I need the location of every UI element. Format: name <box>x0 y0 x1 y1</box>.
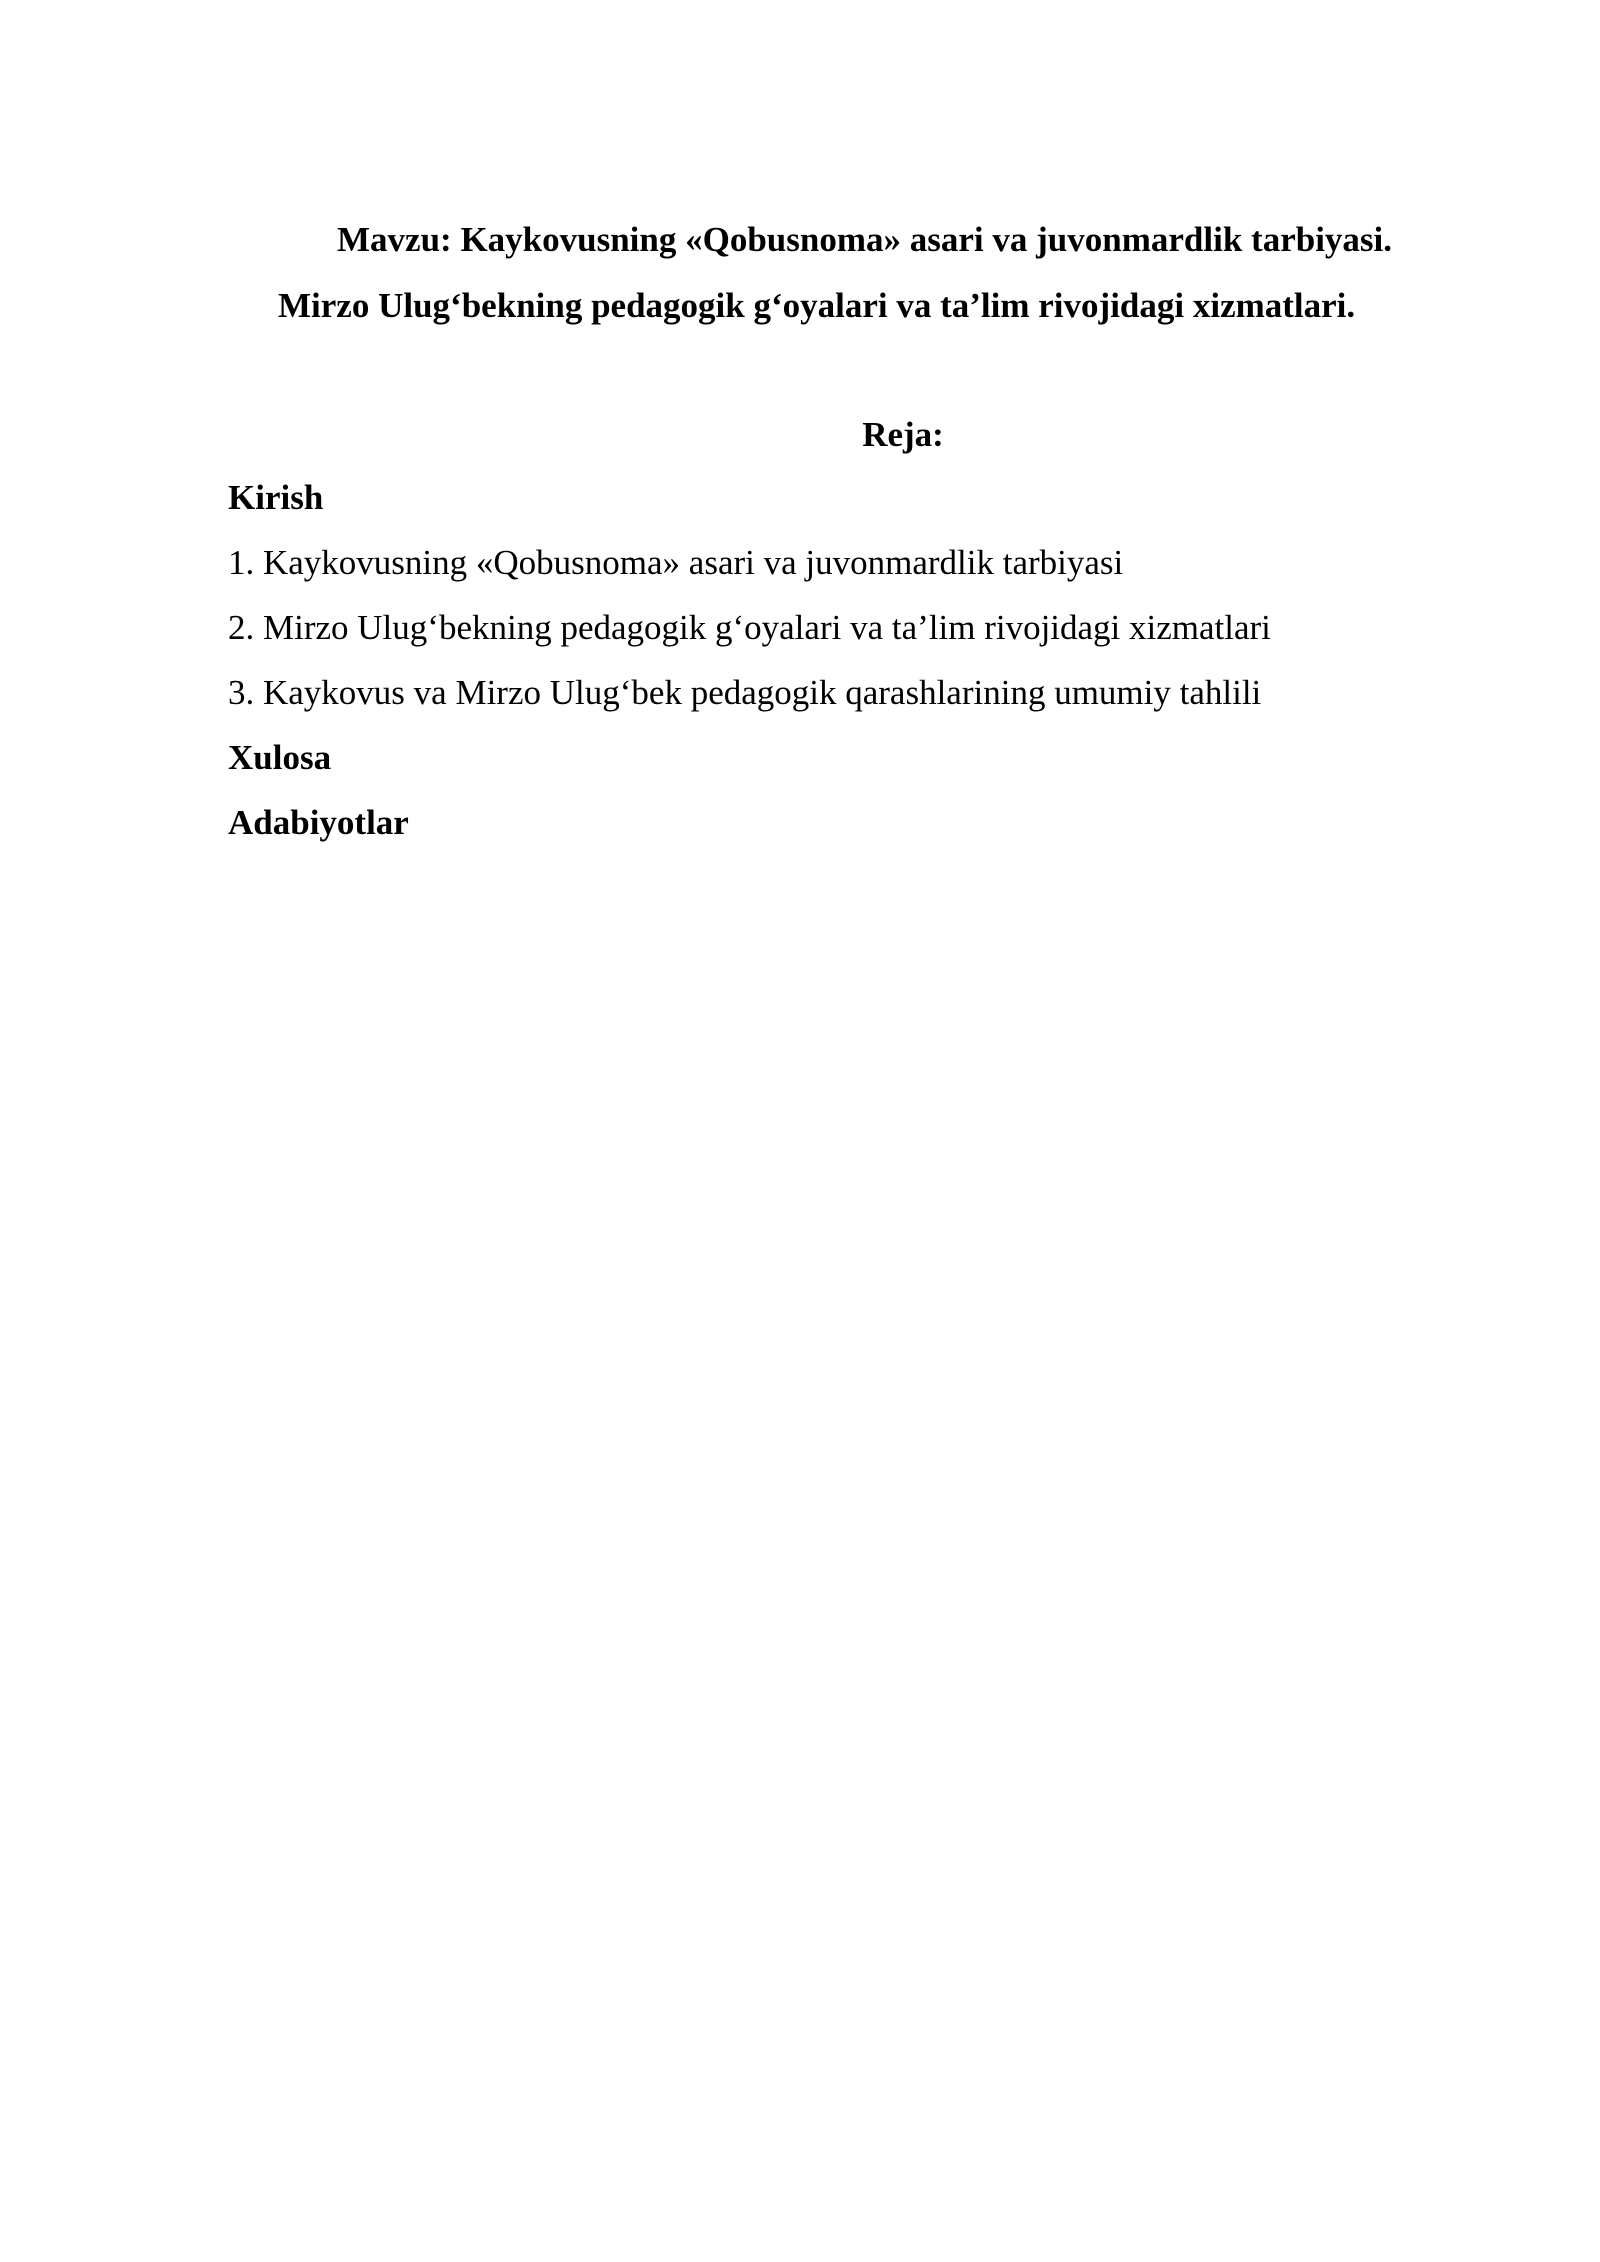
plan-outline <box>228 476 1271 866</box>
outline-item-3: 3. Kaykovus va Mirzo Ulug‘bek pedagogik qarashlarining umumiy tahlili <box>228 673 1262 712</box>
plan-heading: Reja: <box>862 415 944 454</box>
outline-item-2: 2. Mirzo Ulug‘bekning pedagogik g‘oyalari va ta’lim rivojidagi xizmatlari <box>228 608 1271 647</box>
outline-references: Adabiyotlar <box>228 803 409 842</box>
outline-conclusion: Xulosa <box>228 738 332 777</box>
document-title-line-2: Mirzo Ulug‘bekning pedagogik g‘oyalari va ta’lim rivojidagi xizmatlari. <box>278 286 1356 325</box>
outline-intro: Kirish <box>228 478 324 517</box>
document-title-line-1: Mavzu: Kaykovusning «Qobusnoma» asari va juvonmardlik tarbiyasi. <box>337 220 1393 259</box>
outline-item-1: 1. Kaykovusning «Qobusnoma» asari va juvonmardlik tarbiyasi <box>228 543 1124 582</box>
